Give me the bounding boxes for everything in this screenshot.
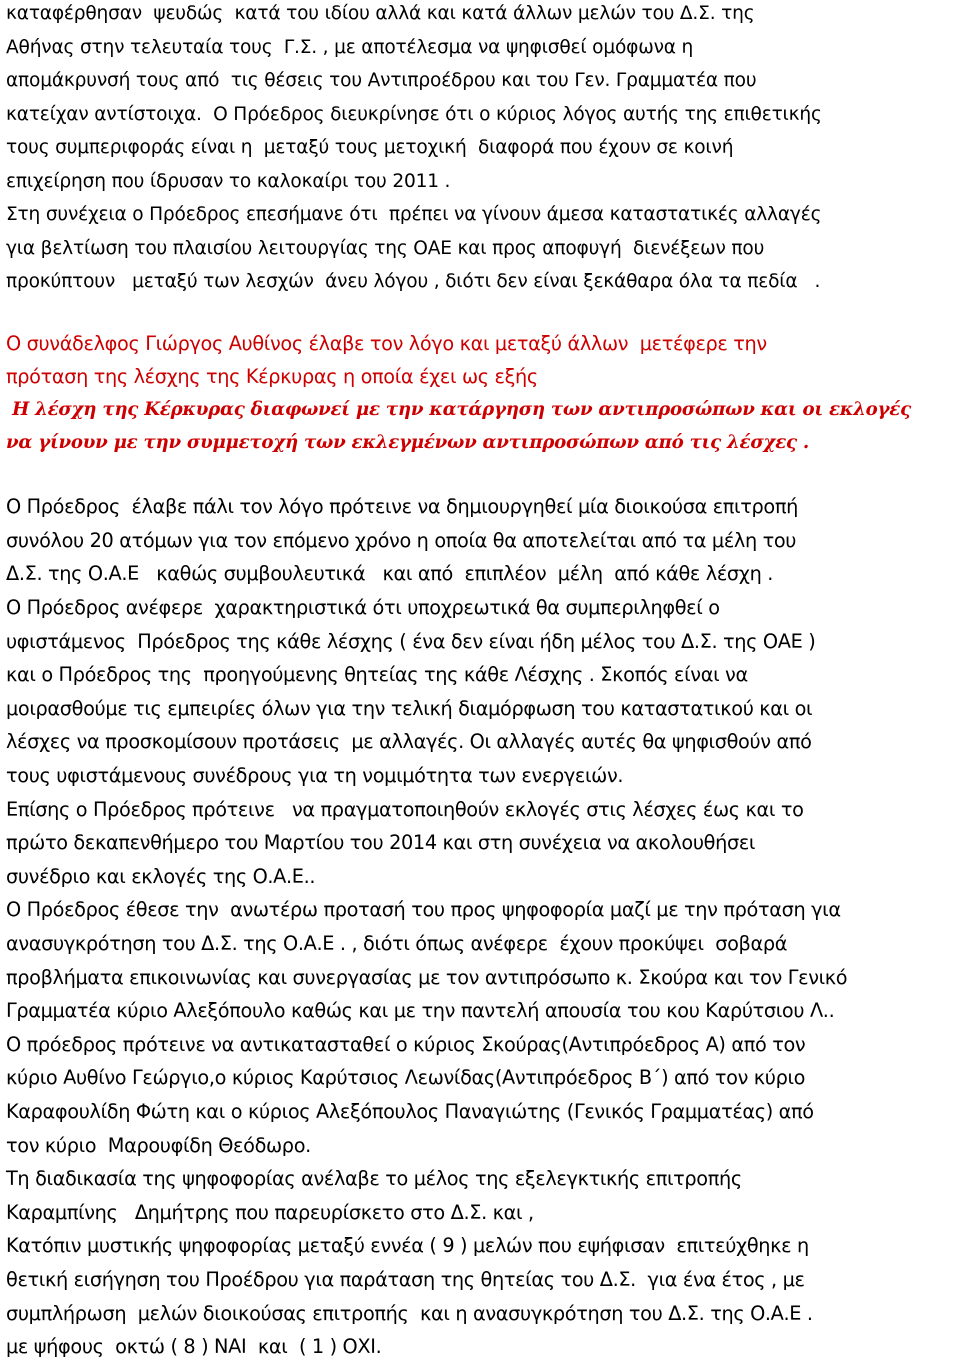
text-line: προβλήματα επικοινωνίας και συνεργασίας με τον αντιπρόσωπο κ. Σκούρα και τον Γενικό [6,965,848,989]
text-line: για βελτίωση του πλαισίου λειτουργίας της ΟΑΕ και προς αποφυγή διενέξεων που [6,237,765,259]
text-line: ανασυγκρότηση του Δ.Σ. της Ο.Α.Ε . , διότι όπως ανέφερε έχουν προκύψει σοβαρά [6,931,788,955]
text-line: Ο Πρόεδρος έθεσε την ανωτέρω προτασή του προς ψηφοφορία μαζί με την πρόταση για [6,898,841,922]
text-line: καταφέρθησαν ψευδώς κατά του ιδίου αλλά και κατά άλλων μελών του Δ.Σ. της [6,3,755,24]
text-line: Ο πρόεδρος πρότεινε να αντικατασταθεί ο κύριος Σκούρας(Αντιπρόεδρος Α) από τον [6,1032,806,1056]
text-line: τον κύριο Μαρουφίδη Θεόδωρο. [6,1133,311,1157]
text-line: θετική εισήγηση του Προέδρου για παράταση της θητείας του Δ.Σ. για ένα έτος , με [6,1267,805,1291]
text-line: Αθήνας στην τελευταία τους Γ.Σ. , με αποτέλεσμα να ψηφισθεί ομόφωνα η [6,36,694,58]
text-line: κύριο Αυθίνο Γεώργιο,ο κύριος Καρύτσιος Λεωνίδας(Αντιπρόεδρος Β΄) από τον κύριο [6,1066,806,1090]
text-line: Δ.Σ. της Ο.Α.Ε καθώς συμβουλευτικά και από επιπλέον μέλη από κάθε λέσχη . [6,562,774,586]
paragraph-kerkyra-proposal [6,327,954,460]
paragraph-president-report [6,0,954,299]
text-line: πρόταση της λέσχης της Κέρκυρας η οποία έχει ως εξής [6,364,538,388]
text-line: Τη διαδικασία της ψηφοφορίας ανέλαβε το μέλος της εξελεγκτικής επιτροπής [6,1167,742,1191]
text-line: τους συμπεριφοράς είναι η μεταξύ τους μετοχική διαφορά που έχουν σε κοινή [6,137,734,158]
text-line: συνέδριο και εκλογές της Ο.Α.Ε.. [6,864,316,888]
text-line: Ο Πρόεδρος ανέφερε χαρακτηριστικά ότι υποχρεωτικά θα συμπεριληφθεί ο [6,596,720,620]
text-line: κατείχαν αντίστοιχα. Ο Πρόεδρος διευκρίνησε ότι ο κύριος λόγος αυτής της επιθετικής [6,103,822,125]
text-line: με ψήφους οκτώ ( 8 ) ΝΑΙ και ( 1 ) ΟΧΙ. [6,1335,382,1359]
quote-line: να γίνουν με την συμμετοχή των εκλεγμένων αντιπροσώπων από τις λέσχες . [6,432,809,454]
text-line: απομάκρυνσή τους από τις θέσεις του Αντιπροέδρου και του Γεν. Γραμματέα που [6,70,757,91]
paragraph-committee-and-vote [6,490,954,1363]
text-line: Καραφουλίδη Φώτη και ο κύριος Αλεξόπουλος Παναγιώτης (Γενικός Γραμματέας) από [6,1099,814,1123]
text-line: υφιστάμενος Πρόεδρος της κάθε λέσχης ( ένα δεν είναι ήδη μέλος του Δ.Σ. της ΟΑΕ ) [6,629,816,653]
text-line: επιχείρηση που ίδρυσαν το καλοκαίρι του 2011 . [6,170,451,192]
text-line: Ο Πρόεδρος έλαβε πάλι τον λόγο πρότεινε να δημιουργηθεί μία διοικούσα επιτροπή [6,495,798,519]
text-line: και ο Πρόεδρος της προηγούμενης θητείας της κάθε Λέσχης . Σκοπός είναι να [6,663,748,687]
text-line: πρώτο δεκαπενθήμερο του Μαρτίου του 2014 και στη συνέχεια να ακολουθήσει [6,831,756,855]
text-line: συμπλήρωση μελών διοικούσας επιτροπής και η ανασυγκρότηση του Δ.Σ. της Ο.Α.Ε . [6,1301,813,1325]
text-line: Καραμπίνης Δημήτρης που παρευρίσκετο στο Δ.Σ. και , [6,1200,534,1224]
text-line: Στη συνέχεια ο Πρόεδρος επεσήμανε ότι πρέπει να γίνουν άμεσα καταστατικές αλλαγές [6,204,822,225]
text-line: Γραμματέα κύριο Αλεξόπουλο καθώς και με την παντελή απουσία του κου Καρύτσιου Λ.. [6,999,835,1023]
text-line: Επίσης ο Πρόεδρος πρότεινε να πραγματοποιηθούν εκλογές στις λέσχες έως και το [6,797,804,821]
quote-line: Η λέσχη της Κέρκυρας διαφωνεί με την κατάργηση των αντιπροσώπων και οι εκλογές [6,398,911,420]
text-line: λέσχες να προσκομίσουν προτάσεις με αλλαγές. Οι αλλαγές αυτές θα ψηφισθούν από [6,730,812,754]
text-line: Κατόπιν μυστικής ψηφοφορίας μεταξύ εννέα ( 9 ) μελών που εψήφισαν επιτεύχθηκε η [6,1234,809,1258]
text-line: Ο συνάδελφος Γιώργος Αυθίνος έλαβε τον λόγο και μεταξύ άλλων μετέφερε την [6,331,767,355]
text-line: μοιρασθούμε τις εμπειρίες όλων για την τελική διαμόρφωση του καταστατικού και οι [6,696,813,720]
text-line: τους υφιστάμενους συνέδρους για τη νομιμότητα των ενεργειών. [6,764,624,787]
text-line: συνόλου 20 ατόμων για τον επόμενο χρόνο η οποία θα αποτελείται από τα μέλη του [6,528,797,552]
text-line: προκύπτουν μεταξύ των λεσχών άνευ λόγου , διότι δεν είναι ξεκάθαρα όλα τα πεδία . [6,271,821,292]
